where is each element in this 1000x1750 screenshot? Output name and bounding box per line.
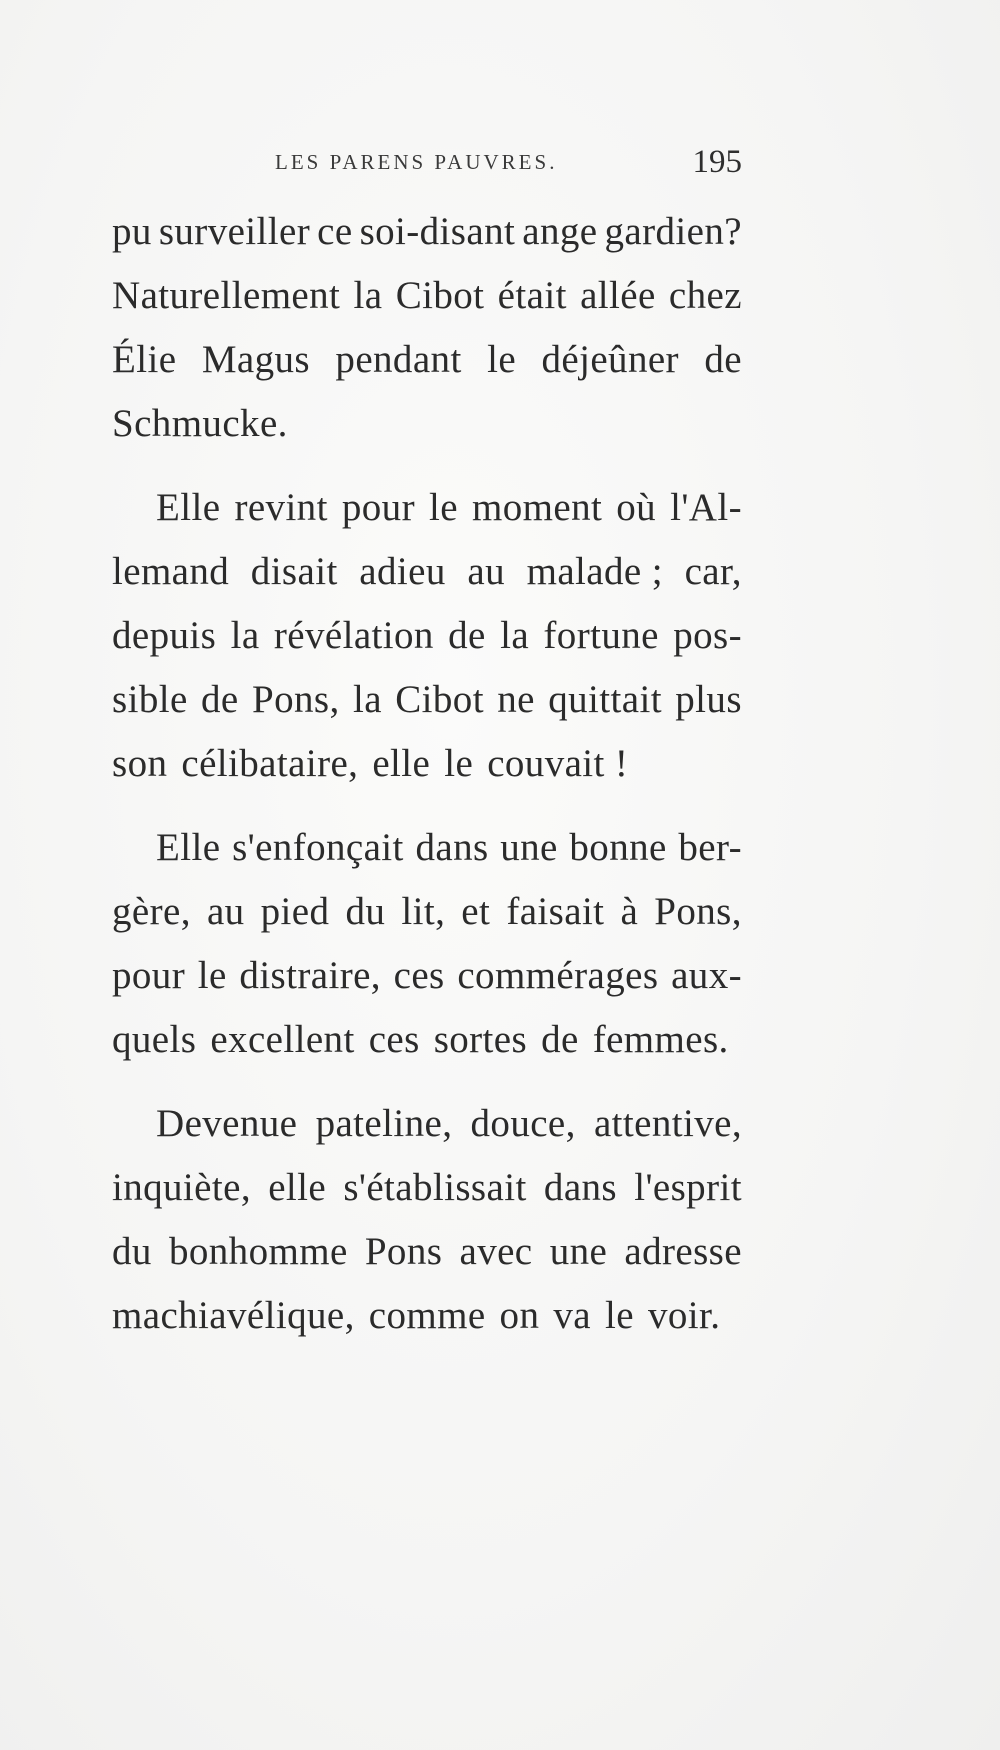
word: le <box>197 954 227 997</box>
word: surveiller <box>158 210 311 253</box>
text-line <box>112 816 742 880</box>
paragraph-gap <box>112 456 742 476</box>
word: de <box>201 678 239 721</box>
word: excellent <box>210 1018 355 1061</box>
word: de <box>541 1018 579 1061</box>
word: Pons, <box>654 890 742 933</box>
text-line <box>112 1008 742 1072</box>
word: ces <box>368 1018 420 1061</box>
word: Magus <box>201 338 310 381</box>
word: bonhomme <box>168 1230 348 1273</box>
word: femmes. <box>592 1018 729 1061</box>
word: plus <box>675 678 742 721</box>
text-line <box>112 732 742 796</box>
paragraph <box>112 476 742 796</box>
word: son <box>112 742 168 785</box>
text-line <box>112 1220 742 1284</box>
word: pour <box>112 954 186 997</box>
running-title: LES PARENS PAUVRES. <box>275 150 558 174</box>
text-line <box>112 944 742 1008</box>
word: pateline, <box>315 1102 453 1145</box>
text-line <box>112 604 742 668</box>
word: lemand <box>112 550 230 593</box>
word: elle <box>372 742 431 785</box>
text-line <box>112 1156 742 1220</box>
word: l'esprit <box>634 1166 742 1209</box>
word: la <box>352 678 382 721</box>
paragraph <box>112 200 742 456</box>
word: l'Al- <box>670 486 742 529</box>
word: le <box>487 338 517 381</box>
word: aux- <box>671 954 742 997</box>
page-number: 195 <box>692 144 742 180</box>
text-line <box>112 328 742 392</box>
word: dans <box>543 1166 618 1209</box>
word: voir. <box>647 1294 721 1337</box>
word: gardien? <box>604 210 742 253</box>
word: revint <box>234 486 328 529</box>
word: la <box>230 614 260 657</box>
word: célibataire, <box>181 742 359 785</box>
word: sible <box>112 678 188 721</box>
word: pour <box>341 486 415 529</box>
word: à <box>620 890 639 933</box>
paragraph <box>112 1092 742 1348</box>
text-line <box>112 1284 742 1348</box>
word: au <box>206 890 245 933</box>
word: pos- <box>673 614 742 657</box>
word: de <box>704 338 742 381</box>
word: de <box>448 614 486 657</box>
word: distraire, <box>239 954 381 997</box>
word: pu <box>112 210 152 253</box>
word: couvait ! <box>487 742 629 785</box>
word: Devenue <box>156 1102 298 1145</box>
word: allée <box>580 274 656 317</box>
word: comme <box>368 1294 486 1337</box>
text-line <box>112 880 742 944</box>
word: quels <box>112 1018 197 1061</box>
word: au <box>467 550 505 593</box>
text-line <box>112 668 742 732</box>
word: le <box>429 486 458 529</box>
word: dans <box>415 826 489 869</box>
word: adieu <box>359 550 446 593</box>
word: disait <box>250 550 338 593</box>
word: déjeûner <box>541 338 679 381</box>
text-line <box>112 392 742 456</box>
word: la <box>353 274 383 317</box>
word: car, <box>684 550 742 593</box>
word: attentive, <box>593 1102 742 1145</box>
word: Élie <box>112 338 177 381</box>
word: pendant <box>335 338 462 381</box>
word: chez <box>668 274 742 317</box>
paragraph <box>112 816 742 1072</box>
word: on <box>499 1294 540 1337</box>
text-line <box>112 1092 742 1156</box>
word: Cibot <box>395 274 485 317</box>
word: va <box>553 1294 591 1337</box>
word: Schmucke. <box>112 402 288 445</box>
word: moment <box>472 486 603 529</box>
page-header <box>112 146 742 182</box>
word: ce <box>317 210 353 253</box>
text-line <box>112 200 742 264</box>
word: du <box>112 1230 152 1273</box>
word: ange <box>522 210 598 253</box>
word: une <box>500 826 558 869</box>
text-line <box>112 540 742 604</box>
word: sortes <box>433 1018 528 1061</box>
word: Pons <box>364 1230 443 1273</box>
word: était <box>497 274 567 317</box>
word: s'établissait <box>343 1166 527 1209</box>
word: le <box>444 742 474 785</box>
word: gère, <box>112 890 191 933</box>
word: pied <box>260 890 330 933</box>
word: la <box>500 614 530 657</box>
word: avec <box>459 1230 533 1273</box>
word: bonne <box>569 826 667 869</box>
word: adresse <box>624 1230 742 1273</box>
word: Elle <box>156 826 221 869</box>
text-line <box>112 476 742 540</box>
word: révélation <box>273 614 434 657</box>
word: ces <box>393 954 445 997</box>
word: lit, <box>401 890 446 933</box>
word: elle <box>268 1166 327 1209</box>
word: le <box>604 1294 634 1337</box>
paragraph-gap <box>112 1072 742 1092</box>
word: où <box>616 486 657 529</box>
word: Cibot <box>395 678 484 721</box>
word: ne <box>497 678 535 721</box>
word: malade ; <box>526 550 663 593</box>
word: Naturellement <box>112 274 341 317</box>
text-line <box>112 264 742 328</box>
word: commérages <box>457 954 659 997</box>
word: machiavélique, <box>112 1294 355 1337</box>
word: faisait <box>506 890 605 933</box>
word: fortune <box>543 614 659 657</box>
word: s'enfonçait <box>232 826 404 869</box>
word: depuis <box>112 614 217 657</box>
word: ber- <box>678 826 742 869</box>
word: quittait <box>548 678 662 721</box>
word: inquiète, <box>112 1166 251 1209</box>
word: Pons, <box>251 678 340 721</box>
word: du <box>345 890 386 933</box>
body-text <box>112 200 742 1348</box>
word: et <box>461 890 491 933</box>
word: douce, <box>470 1102 576 1145</box>
word: Elle <box>156 486 221 529</box>
word: une <box>549 1230 608 1273</box>
paragraph-gap <box>112 796 742 816</box>
word: soi-disant <box>359 210 516 253</box>
